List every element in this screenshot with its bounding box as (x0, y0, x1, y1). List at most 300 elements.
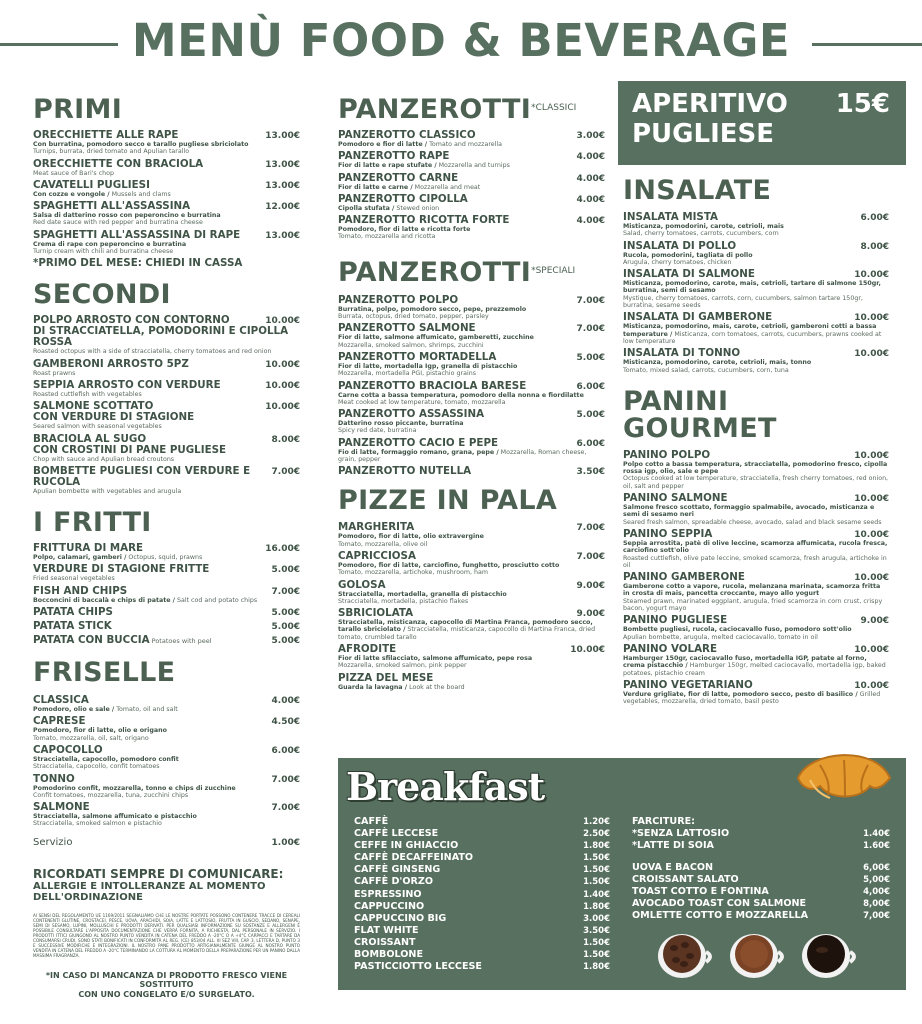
menu-item-name: FISH AND CHIPS (33, 584, 128, 597)
menu-item-name: CAVATELLI PUGLIESI (33, 178, 150, 191)
menu-item (338, 352, 605, 378)
menu-item-desc-it: Fior di latte e rape stufate / (338, 162, 437, 170)
menu-item-row (623, 615, 889, 626)
menu-item-row (33, 607, 300, 618)
menu-item-desc-it: Datterino rosso piccante, burratina (338, 420, 464, 428)
menu-item (338, 215, 605, 241)
breakfast-item (632, 898, 890, 910)
menu-item-desc-en: Burrata, octopus, dried tomato, pepper, parsley (338, 313, 489, 321)
menu-item-desc-en: Tomato, mozzarella, olive oil (338, 540, 428, 548)
menu-item-price: 10.00€ (854, 494, 889, 505)
menu-item-name: SEPPIA ARROSTO CON VERDURE (33, 378, 221, 391)
menu-item-row (338, 580, 605, 591)
menu-item-price: 3.50€ (576, 467, 605, 478)
breakfast-item-name: ESPRESSINO (354, 888, 422, 900)
menu-item-desc (33, 391, 300, 398)
menu-item-price: 3.00€ (576, 131, 605, 141)
menu-item-price: 7.00€ (271, 586, 300, 597)
menu-item-desc-it: Con burratina, pomodoro secco e tarallo pugliese sbriciolato (33, 141, 249, 148)
aperitivo-banner (618, 81, 906, 165)
menu-item-desc-en: Fried seasonal vegetables (33, 575, 115, 583)
primi-heading: PRIMI (33, 94, 123, 125)
fritti-heading: I FRITTI (33, 507, 152, 539)
menu-item-desc-en: Roasted cuttlefish, olive pate leccine, smoked scamorza, fresh arugula, artichoke in oil (623, 554, 887, 569)
menu-item-name: PANZEROTTO BRACIOLA BARESE (338, 379, 527, 392)
breakfast-item-price: 1.40€ (583, 889, 610, 900)
menu-item-desc-it: Rucola, pomodorini, tagliata di pollo (623, 251, 753, 259)
menu-item-price: 4.00€ (576, 152, 605, 163)
menu-item-desc (33, 785, 300, 800)
menu-item-desc-it: Fior di latte e carne / (338, 183, 413, 191)
breakfast-item (354, 889, 610, 901)
menu-item-row (338, 608, 605, 619)
breakfast-item (354, 840, 610, 852)
menu-item-desc (338, 306, 605, 321)
allergy-heading: RICORDATI SEMPRE DI COMUNICARE: (33, 866, 284, 881)
breakfast-item-name: *LATTE DI SOIA (632, 840, 714, 852)
breakfast-item (354, 949, 610, 961)
menu-item-row (623, 572, 889, 583)
menu-item-name: SALMONE (33, 801, 90, 814)
menu-item-row (623, 312, 889, 323)
menu-item-name: PANZEROTTO CLASSICO (338, 129, 476, 141)
breakfast-item (632, 874, 890, 886)
breakfast-item-price: 4,00€ (863, 887, 890, 898)
breakfast-item-price: 7,00€ (863, 911, 890, 922)
menu-item-price: 10.00€ (265, 359, 300, 370)
menu-item-desc (33, 423, 300, 430)
right-column (623, 177, 889, 708)
menu-item-price: 10.00€ (854, 680, 889, 691)
classici-label: *CLASSICI (531, 103, 577, 113)
breakfast-item (354, 852, 610, 864)
menu-item-desc-it: Hamburger 150gr, caciocavallo fuso, mortadella IGP, patate al forno, crema pistacchio / (623, 654, 867, 670)
menu-item-desc (338, 392, 605, 407)
menu-item-desc-it: Stracciatella, salmone affumicato e pistacchio (33, 813, 197, 821)
menu-item-desc-it: Stracciatella, capocollo, pomodoro confit (33, 755, 179, 763)
menu-item-row (33, 359, 300, 370)
panini-list (623, 450, 889, 706)
menu-item-desc (33, 456, 300, 463)
menu-item (338, 295, 605, 321)
breakfast-item (354, 901, 610, 913)
breakfast-item-price: 1.50€ (583, 877, 610, 888)
menu-item-desc-en: Octopus, squid, prawns (126, 554, 203, 562)
menu-item-name: POLPO ARROSTO CON CONTORNO (33, 314, 230, 327)
menu-item-row (33, 434, 300, 445)
menu-item-price: 13.00€ (265, 159, 300, 170)
breakfast-item (632, 828, 890, 840)
menu-item-name: PATATA STICK (33, 620, 112, 633)
menu-item-desc-en: Apulian bombette, arugula, melted caciocavallo, tomato in oil (623, 633, 818, 641)
menu-item-price: 16.00€ (265, 544, 300, 555)
breakfast-item-price: 3.50€ (583, 925, 610, 936)
menu-item-desc (338, 184, 605, 191)
menu-item-desc-it: Misticanza, pomodorino, carote, mais, cetrioli, tartare di salmone 150gr, burratina, semi di sesamo (623, 280, 881, 295)
menu-item-desc-it: Pomodoro, fior di latte, carciofino, funghetto, prosciutto cotto (338, 561, 560, 569)
menu-item-price: 7.00€ (271, 774, 300, 785)
menu-item-price: 13.00€ (265, 131, 300, 141)
menu-item-desc-en: Hamburger 150gr, melted caciocavallo, mortadella igp, baked potatoes, pistachio cream (623, 662, 886, 677)
menu-item-desc-it: Fio di latte, formaggio romano, grana, pepe / (338, 448, 499, 456)
menu-item-desc (623, 626, 889, 641)
menu-item (623, 312, 889, 345)
menu-item (33, 774, 300, 800)
menu-item (338, 130, 605, 148)
menu-item-desc (33, 488, 300, 495)
menu-item-price: 4.00€ (271, 696, 300, 707)
menu-item-desc (338, 363, 605, 378)
croissant-icon (790, 740, 900, 820)
secondi-heading: SECONDI (33, 279, 171, 311)
menu-item-desc-it: Pomodoro, fior di latte e ricotta forte (338, 226, 471, 234)
menu-item (623, 212, 889, 238)
menu-item-name-line2: CON VERDURE DI STAGIONE (33, 411, 195, 424)
menu-item-desc-en: Arugula, cherry tomatoes, chicken (623, 258, 732, 266)
menu-item-row (338, 673, 605, 684)
menu-item-row (623, 680, 889, 691)
menu-item (623, 680, 889, 706)
breakfast-item-name: CAFFÈ GINSENG (354, 864, 441, 876)
menu-item-name: PANINO SEPPIA (623, 527, 713, 540)
breakfast-item-price: 1.40€ (863, 829, 890, 840)
menu-item-desc (623, 504, 889, 526)
menu-item-desc-en: Meat cooked at low temperature, tomato, mozzarella (338, 398, 506, 406)
panzerotti-speciali-list (338, 295, 605, 478)
menu-item-name: GAMBERONI ARROSTO 5PZ (33, 357, 189, 370)
breakfast-item (354, 937, 610, 949)
menu-item-desc-en: Mystique, cherry tomatoes, carrots, corn, cucumbers, salmon tartare 150gr, burratina, sesame seeds (623, 294, 863, 310)
menu-item-desc-it: Salmone fresco scottato, formaggio spalmabile, avocado, misticanza e semi di sesamo neri (623, 504, 875, 519)
menu-item-row (623, 348, 889, 359)
menu-item-price: 10.00€ (265, 316, 300, 327)
menu-item-name: BRACIOLA AL SUGO (33, 432, 147, 445)
menu-item-name: PANZEROTTO CIPOLLA (338, 192, 468, 205)
menu-item-desc-it: Carne cotta a bassa temperatura, pomodoro della nonna e fiordilatte (338, 391, 584, 399)
menu-item (33, 745, 300, 771)
allergy-fine-print: AI SENSI DEL REGOLAMENTO UE 1169/2011 SEGNALIAMO CHE LE NOSTRE PORTATE POSSONO CONTENERE TRACCE DI CEREALI CONTENENTI GLUTINE, CROSTACEI, PESCE, UOVA, ARACHIDI, SOIA, LATTE E LATTOSIO, FRUTTA IN GUSCIO, SEDANO, SENAPE, SEMI DI SESAMO, LUPINI, MOLLUSCHI E PRODOTTI DERIVATI. PER QUALSIASI INFORMAZIONE SU SOSTANZE E ALLERGENI È POSSIBILE CONSULTARE L'APPOSITA DOCUMENTAZIONE CHE VERRÀ FORNITA, A RICHIESTA, DAL PERSONALE IN SERVIZIO. I PRODOTTI ITTICI GIUNGONO AL NOSTRO PUNTO VENDITA IN CATENA DEL FREDDO A -20°C O A +4°C CARPACCI E TARTARE DA CONSUMARSI CRUDI, SONO STATI BONIFICATI IN CONFORMITÀ AL REG. (CE) 853/04 ALL. III SEZ VIII, CAP. 3, LETTERA D, PUNTO 3 E SUCCESSIVE MODIFICHE E INTEGRAZIONI. IL NOSTRO PANE PRODOTTO ARTIGIANALMENTE GIUNGE AL NOSTRO PUNTO VENDITA IN CATENA DEL FREDDO A -20°C TERMINANDO LA COTTURA AL MOMENTO DELLA PREPARAZIONE PER UN PANINO DALLA MASSIMA FRAGRANZA. (33, 912, 300, 959)
menu-item-desc (33, 170, 300, 177)
menu-item-price: 4.50€ (271, 717, 300, 728)
menu-item-desc (338, 562, 605, 577)
menu-item-desc (33, 191, 300, 198)
secondi-list (33, 315, 300, 495)
menu-item-price: 13.00€ (265, 230, 300, 241)
menu-item-desc (623, 461, 889, 490)
aperitivo-price: 15€ (835, 89, 890, 119)
menu-item-desc-en: Apulian bombette with vegetables and arugula (33, 487, 182, 495)
menu-item-desc (623, 583, 889, 612)
menu-item-name: CAPRESE (33, 715, 86, 728)
menu-item-price: 6.00€ (576, 438, 605, 449)
breakfast-item-name: BOMBOLONE (354, 949, 423, 961)
menu-item-desc-it: Misticanza, pomodorino, mais, carote, cetrioli, gamberoni cotti a bassa temperature / (623, 323, 877, 338)
menu-item-desc-en: Confit tomatoes, mozzarella, tuna, zucchini chips (33, 791, 189, 799)
menu-item (33, 543, 300, 561)
menu-item-desc-en: Octopus cooked at low temperature, stracciatella, fresh cherry tomatoes, red onion, oil, salt and pepper (623, 475, 889, 490)
menu-item-name: PANINO POLPO (623, 448, 711, 461)
menu-item-name: PIZZA DEL MESE (338, 671, 434, 684)
menu-item (33, 180, 300, 198)
menu-item (623, 572, 889, 612)
menu-item-price: 10.00€ (854, 529, 889, 540)
menu-item-desc-en: Stewed onion (394, 204, 440, 212)
menu-item-price: 10.00€ (854, 270, 889, 281)
breakfast-item (354, 876, 610, 888)
breakfast-item-price: 1.50€ (583, 937, 610, 948)
panini-heading: PANINI GOURMET (623, 385, 777, 444)
menu-item-row (33, 635, 300, 647)
breakfast-item-price: 1.80€ (583, 901, 610, 912)
menu-item-desc-en: Tomato, mozzarella, oil, salt, origano (33, 734, 149, 742)
menu-item-desc-en: Turnips, burrata, dried tomato and Apulian tarallo (33, 148, 190, 156)
servizio-row (33, 837, 300, 848)
menu-item-desc-it: Con cozze e vongole / (33, 190, 110, 198)
menu-item-name: PANINO VOLARE (623, 642, 718, 655)
menu-item (623, 644, 889, 677)
menu-item-name: INSALATA DI SALMONE (623, 268, 755, 281)
menu-item-desc (33, 706, 300, 713)
menu-item-desc-en: Tomato, oil and salt (114, 706, 178, 714)
menu-item (338, 673, 605, 691)
menu-item-desc (33, 370, 300, 377)
menu-item-row (33, 774, 300, 785)
menu-item-desc-en: Salad, cherry tomatoes, carrots, cucumbers, corn (623, 230, 779, 238)
aperitivo-line1: APERITIVO (632, 89, 788, 119)
servizio-label: Servizio (33, 836, 73, 848)
menu-item (33, 201, 300, 227)
menu-item (338, 323, 605, 349)
menu-item-desc: Potatoes with peel (149, 637, 212, 646)
breakfast-item-price: 1.80€ (583, 962, 610, 973)
menu-item-desc (623, 691, 889, 706)
menu-item-row (623, 529, 889, 540)
menu-item-row (33, 230, 300, 241)
menu-item-desc-it: Stracciatella, misticanza, capocollo di Martina Franca, pomodoro secco, tarallo sbriciolato / (338, 619, 593, 634)
menu-item-price: 8.00€ (860, 241, 889, 252)
menu-item-desc-en: Tomato, mozzarella, artichoke, mushroom, ham (338, 569, 489, 577)
menu-item-price: 6.00€ (576, 381, 605, 392)
menu-item-price: 4.00€ (576, 216, 605, 227)
menu-item-row (33, 466, 300, 488)
menu-item-name: PATATA CHIPS (33, 606, 113, 619)
breakfast-item-price: 1.20€ (583, 817, 610, 827)
menu-item-row (33, 564, 300, 575)
menu-item (338, 608, 605, 641)
menu-item-name: PANZEROTTO RICOTTA FORTE (338, 214, 510, 227)
menu-item-desc-en: Mozzarella, smoked salmon, shrimps, zucchini (338, 341, 484, 349)
menu-item-desc-en: Salt cod and potato chips (174, 596, 258, 604)
menu-item-price: 7.00€ (271, 466, 300, 477)
menu-item-desc (623, 323, 889, 345)
menu-item-row (623, 644, 889, 655)
menu-item (33, 315, 300, 355)
menu-item-desc-it: Verdure grigliate, fior di latte, pomodoro secco, pesto di basilico / (623, 690, 858, 698)
menu-item (338, 522, 605, 548)
menu-item-desc-it: Pomodoro, olio e sale / (33, 706, 115, 714)
menu-item-price: 10.00€ (854, 644, 889, 655)
menu-item-price: 6.00€ (271, 745, 300, 756)
menu-item (33, 159, 300, 177)
menu-item-name: VERDURE DI STAGIONE FRITTE (33, 563, 210, 576)
menu-item-row (33, 543, 300, 554)
menu-item-price: 7.00€ (271, 803, 300, 814)
menu-item-price: 5.00€ (271, 636, 300, 647)
menu-item-name: SPAGHETTI ALL'ASSASSINA (33, 200, 191, 213)
menu-item-desc-it: Guarda la lavagna / (338, 683, 408, 691)
menu-item-desc-it: Pomodorino confit, mozzarella, tonno e chips di zucchine (33, 784, 236, 792)
menu-item-name: INSALATA MISTA (623, 211, 719, 223)
menu-item-name: PATATA CON BUCCIA Potatoes with peel (33, 634, 212, 647)
menu-item-name: INSALATA DI GAMBERONE (623, 311, 773, 324)
menu-item-desc (338, 655, 605, 670)
menu-item-price: 5.00€ (576, 410, 605, 421)
menu-item-name: AFRODITE (338, 643, 397, 656)
menu-item-row (33, 130, 300, 141)
menu-item (338, 438, 605, 464)
menu-item (623, 348, 889, 374)
menu-item-row (338, 130, 605, 141)
menu-item (33, 586, 300, 604)
menu-item-price: 8.00€ (271, 434, 300, 445)
menu-item-name-line2: DI STRACCIATELLA, POMODORINI E CIPOLLA ROSSA (33, 325, 289, 349)
coffee-beans-cup-icon (654, 930, 714, 980)
menu-item-name: PANINO PUGLIESE (623, 614, 728, 627)
menu-item-row (33, 802, 300, 813)
menu-item-row (338, 352, 605, 363)
menu-item-desc-en: Tomato, mixed salad, carrots, cucumbers, corn, tuna (623, 366, 789, 374)
menu-item-desc-it: Fior di latte, salmone affumicato, gamberetti, zucchine (338, 334, 534, 342)
menu-item-desc (338, 334, 605, 349)
menu-item (33, 130, 300, 156)
pizze-list (338, 522, 605, 691)
menu-item-price: 5.00€ (271, 565, 300, 576)
menu-item-name: INSALATA DI TONNO (623, 347, 741, 360)
breakfast-item-name: CAFFÈ D'ORZO (354, 876, 434, 888)
menu-item-name: MARGHERITA (338, 521, 415, 534)
menu-item-desc (33, 727, 300, 742)
menu-item-price: 9.00€ (576, 609, 605, 620)
middle-column (338, 96, 605, 694)
menu-item-row (623, 212, 889, 223)
menu-item-desc-en: Stracciatella, smoked salmon e pistachio (33, 820, 162, 828)
menu-item-desc-en: Seared fresh salmon, spreadable cheese, avocado, salad and black sesame seeds (623, 518, 882, 526)
menu-item (33, 607, 300, 618)
menu-item-name: GOLOSA (338, 578, 386, 591)
breakfast-item-name: AVOCADO TOAST CON SALMONE (632, 898, 807, 910)
menu-item-desc-it: Bombette pugliesi, rucola, caciocavallo fuso, pomodoro sott'olio (623, 626, 852, 634)
panzerotti-classici-list (338, 130, 605, 241)
menu-item-name: PANZEROTTO MORTADELLA (338, 350, 497, 363)
menu-item (338, 409, 605, 435)
menu-item-name: PANINO GAMBERONE (623, 571, 745, 584)
menu-item-price: 10.00€ (854, 573, 889, 584)
menu-item-desc-en: Mozzarella, Roman cheese, grain, pepper (338, 448, 587, 464)
menu-item-name: ORECCHIETTE CON BRACIOLA (33, 157, 204, 170)
menu-item (338, 644, 605, 670)
menu-item-row (33, 716, 300, 727)
menu-item-row (338, 522, 605, 533)
breakfast-item-price: 1.50€ (583, 865, 610, 876)
menu-item-name: PANZEROTTO RAPE (338, 150, 450, 163)
espresso-cup-icon (798, 930, 858, 980)
menu-item (33, 401, 300, 430)
menu-item-row (338, 466, 605, 477)
page-title: MENÙ FOOD & BEVERAGE (131, 14, 791, 67)
breakfast-item (354, 913, 610, 925)
farciture-list (632, 828, 890, 852)
menu-item-desc (338, 684, 605, 691)
breakfast-title: Breakfast (346, 764, 545, 809)
breakfast-item-name: UOVA E BACON (632, 862, 714, 873)
menu-item (33, 359, 300, 377)
breakfast-item-price: 1.60€ (863, 841, 890, 852)
menu-item (338, 173, 605, 191)
breakfast-item-price: 2.50€ (583, 829, 610, 840)
menu-item-row (338, 295, 605, 306)
menu-item-row (338, 215, 605, 226)
breakfast-item-name: TOAST COTTO E FONTINA (632, 886, 769, 898)
breakfast-item-name: *SENZA LATTOSIO (632, 828, 730, 840)
menu-item-desc-it: Fior di latte sfilacciato, salmone affumicato, pepe rosa (338, 655, 533, 663)
menu-item-name: PANZEROTTO SALMONE (338, 322, 476, 335)
menu-item-desc-it: Cipolla stufata / (338, 204, 395, 212)
menu-item-desc (33, 575, 300, 582)
menu-item-price: 4.00€ (576, 173, 605, 184)
menu-item-row (33, 745, 300, 756)
menu-item (338, 580, 605, 606)
breakfast-food-list (632, 862, 890, 922)
menu-item-name: BOMBETTE PUGLIESI CON VERDURE E RUCOLA (33, 464, 251, 488)
friselle-heading: FRISELLE (33, 657, 176, 689)
menu-item-price: 5.00€ (271, 622, 300, 633)
menu-item-desc-en: Stracciatella, capocollo, confit tomatoes (33, 763, 160, 771)
panzerotti-speciali-heading: $PANZEROTTI^{*SPECIALI}$ (338, 256, 576, 288)
ground-coffee-cup-icon (726, 930, 786, 980)
menu-item-name: SBRICIOLATA (338, 607, 414, 620)
menu-item (623, 493, 889, 526)
menu-item-desc-it: Misticanza, pomodorino, carote, cetrioli, mais, tonno (623, 359, 812, 367)
menu-item-desc-en: Stracciatella, misticanza, capocollo di Martina Franca, dried tomato, crumbled tarallo (338, 626, 596, 641)
menu-item (623, 450, 889, 490)
speciali-label: *SPECIALI (531, 265, 576, 276)
menu-item-desc (338, 141, 605, 148)
breakfast-item-name: CAFFÈ DECAFFEINATO (354, 852, 474, 864)
fritti-list (33, 543, 300, 647)
menu-item (623, 615, 889, 641)
breakfast-item (354, 925, 610, 937)
breakfast-item-price: 1.50€ (583, 853, 610, 864)
breakfast-drinks-list (354, 816, 610, 973)
breakfast-panel (338, 758, 906, 990)
menu-item-row (33, 380, 300, 391)
menu-item-row (623, 269, 889, 280)
menu-item-price: 5.00€ (271, 608, 300, 619)
menu-item (33, 635, 300, 647)
menu-item-row (338, 409, 605, 420)
menu-item-price: 7.00€ (576, 295, 605, 306)
insalate-heading: INSALATE (623, 175, 772, 206)
menu-item-row (33, 586, 300, 597)
breakfast-item-price: 8,00€ (863, 899, 890, 910)
menu-item-desc-en: Stracciatella, mortadella, pistachio flakes (338, 597, 469, 605)
menu-item-desc-en: Look at the board (407, 683, 465, 691)
menu-item-desc-it: Polpo, calamari, gamberi / (33, 554, 127, 562)
menu-item-desc (33, 597, 300, 604)
menu-item-price: 7.00€ (576, 324, 605, 335)
primi-note: *PRIMO DEL MESE: CHIEDI IN CASSA (33, 257, 243, 270)
menu-item-desc-en: Misticanza, corn tomatoes, carrots, cucumbers, prawns cooked at low temperature (623, 330, 882, 345)
